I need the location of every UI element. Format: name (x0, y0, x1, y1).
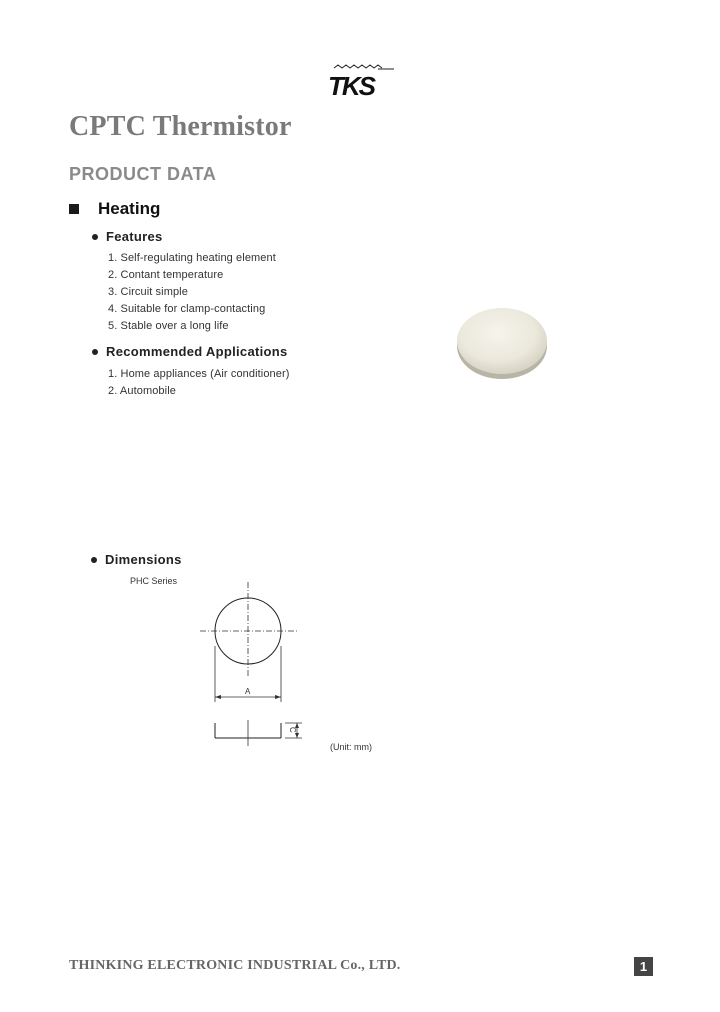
footer-company-name: THINKING ELECTRONIC INDUSTRIAL Co., LTD. (69, 958, 401, 973)
list-item: 5. Stable over a long life (108, 320, 229, 332)
dimensions-heading (91, 552, 182, 567)
dimension-drawing (190, 580, 320, 750)
features-heading-label: Features (106, 229, 163, 244)
list-item: 1. Home appliances (Air conditioner) (108, 368, 290, 380)
features-heading (92, 229, 163, 244)
page-title: CPTC Thermistor (69, 111, 292, 142)
dimension-label-a: A (245, 687, 251, 696)
list-item: 1. Self-regulating heating element (108, 252, 276, 264)
page-subtitle: PRODUCT DATA (69, 164, 217, 184)
applications-heading (92, 344, 288, 359)
section-label: Heating (98, 199, 161, 218)
dot-bullet-icon (91, 557, 97, 563)
list-item: 2. Automobile (108, 385, 176, 397)
company-logo (326, 62, 396, 100)
logo-text: TKS (328, 71, 374, 100)
square-bullet-icon (69, 204, 79, 214)
dimensions-heading-label: Dimensions (105, 552, 182, 567)
list-item: 4. Suitable for clamp-contacting (108, 303, 266, 315)
dimension-label-c: C (288, 727, 297, 733)
list-item: 3. Circuit simple (108, 286, 188, 298)
series-label: PHC Series (130, 576, 178, 586)
features-list (108, 250, 276, 335)
page-number-badge: 1 (634, 957, 653, 976)
list-item: 2. Contant temperature (108, 269, 224, 281)
product-photo (454, 300, 550, 384)
section-heading (69, 199, 160, 219)
dot-bullet-icon (92, 234, 98, 240)
dot-bullet-icon (92, 349, 98, 355)
applications-list (108, 366, 290, 400)
applications-heading-label: Recommended Applications (106, 344, 288, 359)
unit-label: (Unit: mm) (330, 742, 372, 752)
